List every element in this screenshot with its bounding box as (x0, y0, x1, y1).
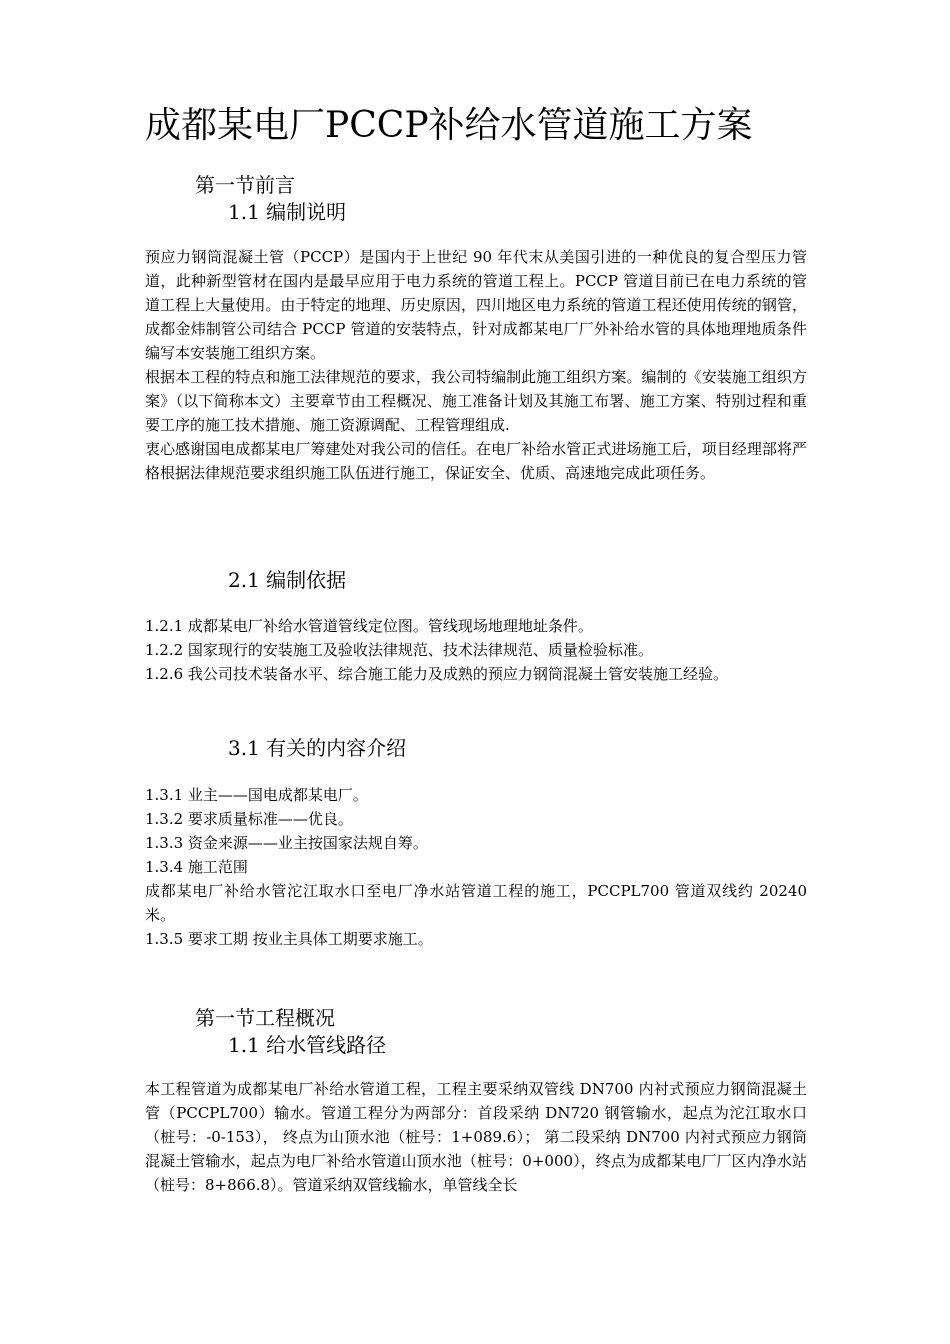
paragraph: 衷心感谢国电成都某电厂筹建处对我公司的信任。在电厂补给水管正式进场施工后，项目经理部将严格根据法律规范要求组织施工队伍进行施工，保证安全、优质、高速地完成此项任务。 (145, 440, 807, 482)
list-item: 1.3.1 业主——国电成都某电厂。 (145, 786, 368, 804)
paragraph: 根据本工程的特点和施工法律规范的要求，我公司特编制此施工组织方案。编制的《安装施工组织方案》（以下简称本文）主要章节由工程概况、施工准备计划及其施工布署、施工方案、特别过程和重要工序的施工技术措施、施工资源调配、工程管理组成. (145, 368, 807, 434)
list-item: 1.2.6 我公司技术装备水平、综合施工能力及成熟的预应力钢筒混凝土管安装施工经验。 (145, 665, 728, 683)
pipeline-route-body (145, 1077, 807, 1197)
list-item: 成都某电厂补给水管沱江取水口至电厂净水站管道工程的施工，PCCPL700 管道双线约 20240 米。 (145, 882, 807, 924)
list-item: 1.3.5 要求工期 按业主具体工期要求施工。 (145, 930, 433, 948)
related-content-list (145, 783, 807, 951)
subsection-heading-compilation-notes: 1.1 编制说明 (228, 200, 347, 224)
document-title: 成都某电厂PCCP补给水管道施工方案 (145, 105, 753, 146)
subsection-heading-related-content: 3.1 有关的内容介绍 (228, 736, 407, 760)
paragraph: 预应力钢筒混凝土管（PCCP）是国内于上世纪 90 年代末从美国引进的一种优良的复合型压力管道，此种新型管材在国内是最早应用于电力系统的管道工程上。PCCP 管道目前已在电力系统的管道工程上大量使用。由于特定的地理、历史原因，四川地区电力系统的管道工程还使用传统的钢管，成都金炜制管公司结合 PCCP 管道的安装特点，针对成都某电厂厂外补给水管的具体地理地质条件编写本安装施工组织方案。 (145, 248, 807, 362)
list-item: 1.3.4 施工范围 (145, 858, 248, 876)
section-heading-preface: 第一节前言 (195, 173, 295, 197)
list-item: 1.3.3 资金来源——业主按国家法规自筹。 (145, 834, 428, 852)
subsection-heading-compilation-basis: 2.1 编制依据 (228, 568, 347, 592)
compilation-basis-list (145, 614, 807, 686)
subsection-heading-pipeline-route: 1.1 给水管线路径 (228, 1033, 387, 1057)
paragraph: 本工程管道为成都某电厂补给水管道工程，工程主要采纳双管线 DN700 内衬式预应力钢筒混凝土管（PCCPL700）输水。管道工程分为两部分：首段采纳 DN720 钢管输水，起点为沱江取水口（桩号：-0-153）， 终点为山顶水池（桩号：1+089.6）； 第二段采纳 DN700 内衬式预应力钢筒混凝土管输水，起点为电厂补给水管道山顶水池（桩号：0+000），终点为成都某电厂厂区内净水站（桩号：8+866.8）。管道采纳双管线输水，单管线全长 (145, 1080, 807, 1194)
compilation-notes-body (145, 245, 807, 485)
section-heading-project-overview: 第一节工程概况 (195, 1006, 335, 1030)
list-item: 1.3.2 要求质量标准——优良。 (145, 810, 353, 828)
list-item: 1.2.2 国家现行的安装施工及验收法律规范、技术法律规范、质量检验标准。 (145, 641, 653, 659)
list-item: 1.2.1 成都某电厂补给水管道管线定位图。管线现场地理地址条件。 (145, 617, 593, 635)
